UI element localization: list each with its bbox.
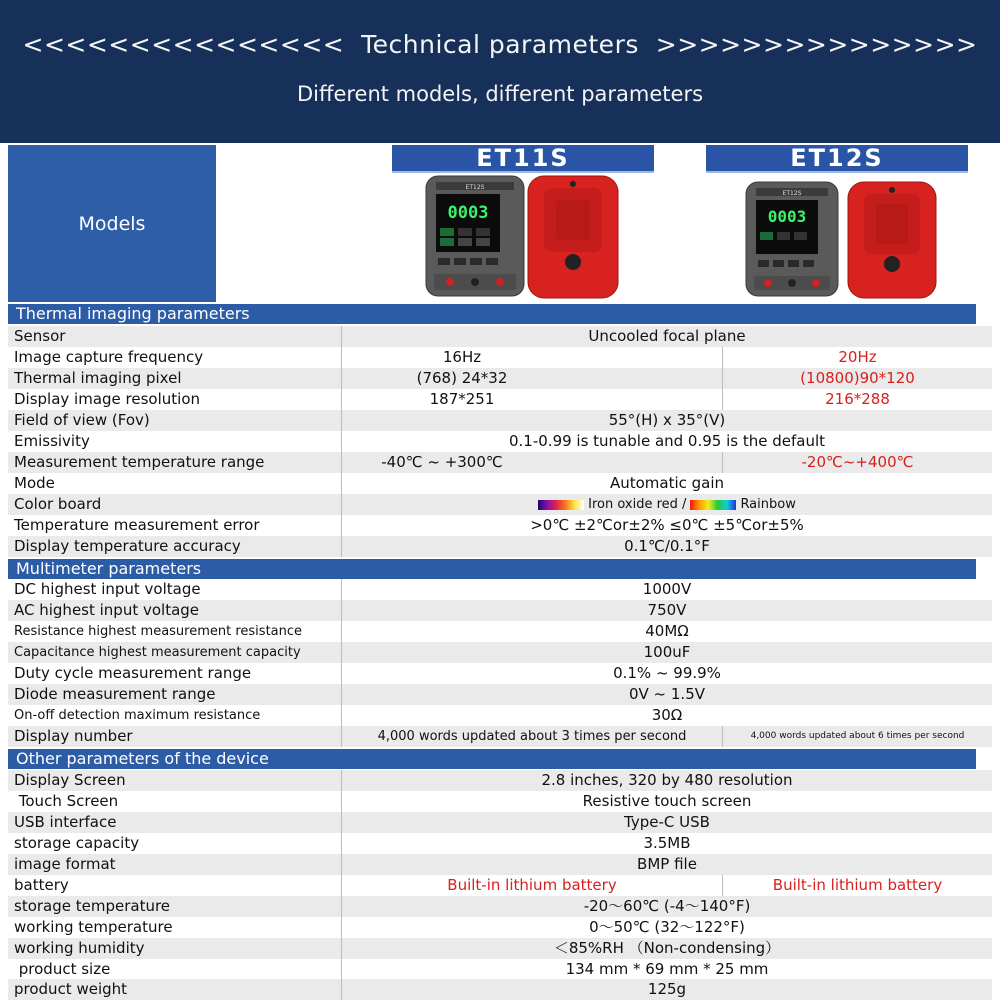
- row-storage-capacity: [8, 833, 992, 854]
- row-label: Temperature measurement error: [14, 516, 260, 534]
- header-banner: [0, 0, 1000, 143]
- row-value: 0～50℃ (32～122°F): [589, 918, 745, 936]
- row-label: AC highest input voltage: [14, 601, 200, 619]
- section-other-parameters: Other parameters of the device: [8, 749, 976, 769]
- model-name-et12s: ET12S: [706, 145, 968, 173]
- row-display-screen: [8, 770, 992, 791]
- row-color-board: [8, 494, 992, 515]
- iron-oxide-red-swatch: [538, 500, 584, 510]
- et12s-value: -20℃~+400℃: [801, 453, 914, 471]
- row-label: storage temperature: [14, 897, 171, 915]
- row-value: 750V: [647, 601, 687, 619]
- et12s-front-image: [744, 180, 840, 298]
- page-subtitle: Different models, different parameters: [296, 82, 704, 106]
- model-name-et11s: ET11S: [392, 145, 654, 173]
- et12s-value: (10800)90*120: [800, 369, 915, 387]
- row-label: product weight: [14, 980, 128, 998]
- row-ac-voltage: [8, 600, 992, 621]
- et11s-value: 4,000 words updated about 3 times per second: [377, 729, 687, 744]
- et11s-value: (768) 24*32: [416, 369, 508, 387]
- et11s-value: -40℃ ~ +300℃: [381, 453, 503, 471]
- iron-oxide-red-label: Iron oxide red /: [588, 497, 687, 512]
- row-field-of-view: [8, 410, 992, 431]
- et11s-front-brand: ET12S: [465, 184, 485, 191]
- row-product-weight: [8, 979, 992, 1000]
- row-image-format: [8, 854, 992, 875]
- row-sensor: [8, 326, 992, 347]
- rainbow-label: Rainbow: [740, 497, 796, 512]
- et11s-screen-reading: 0003: [447, 203, 489, 223]
- row-label: On-off detection maximum resistance: [14, 708, 261, 723]
- rainbow-swatch: [690, 500, 736, 510]
- row-capacitance: [8, 642, 992, 663]
- row-temperature-error: [8, 515, 992, 536]
- row-label: DC highest input voltage: [14, 580, 201, 598]
- row-label: image format: [14, 855, 116, 873]
- row-value: -20～60℃ (-4～140°F): [583, 897, 751, 915]
- et11s-value: 187*251: [429, 390, 495, 408]
- et11s-back-image: [526, 174, 620, 300]
- row-value: 125g: [647, 980, 687, 998]
- row-value: Resistive touch screen: [582, 792, 752, 810]
- row-label: Emissivity: [14, 432, 90, 450]
- row-value: 0.1℃/0.1°F: [624, 537, 710, 555]
- row-temperature-accuracy: [8, 536, 992, 557]
- row-value: BMP file: [637, 855, 697, 873]
- row-label: Image capture frequency: [14, 348, 204, 366]
- row-label: Color board: [14, 495, 102, 513]
- row-value: 30Ω: [651, 706, 683, 724]
- row-value: Uncooled focal plane: [588, 327, 746, 345]
- row-touch-screen: [8, 791, 992, 812]
- row-label: Measurement temperature range: [14, 453, 265, 471]
- row-working-humidity: [8, 938, 992, 959]
- row-storage-temperature: [8, 896, 992, 917]
- row-label: Display image resolution: [14, 390, 201, 408]
- et11s-value: Built-in lithium battery: [447, 876, 617, 894]
- color-board-value: [342, 494, 992, 515]
- et12s-value: 4,000 words updated about 6 times per second: [750, 731, 965, 741]
- et12s-value: Built-in lithium battery: [772, 876, 943, 894]
- row-on-off: [8, 705, 992, 726]
- row-label: Display number: [14, 727, 133, 745]
- row-value: Automatic gain: [609, 474, 725, 492]
- row-label: Touch Screen: [14, 792, 119, 810]
- et11s-front-image: [424, 174, 526, 298]
- row-working-temperature: [8, 917, 992, 938]
- models-label: Models: [8, 145, 216, 302]
- row-battery: [8, 875, 992, 896]
- row-label: battery: [14, 876, 69, 894]
- row-duty-cycle: [8, 663, 992, 684]
- row-value: 1000V: [642, 580, 692, 598]
- row-value: 40MΩ: [645, 622, 689, 640]
- row-label: working temperature: [14, 918, 173, 936]
- row-label: product size: [14, 960, 111, 978]
- row-label: Sensor: [14, 327, 66, 345]
- row-value: >0℃ ±2℃or±2% ≤0℃ ±5℃or±5%: [530, 516, 804, 534]
- et12s-value: 216*288: [825, 390, 890, 408]
- row-label: working humidity: [14, 939, 145, 957]
- row-value: 0.1% ~ 99.9%: [613, 664, 721, 682]
- section-thermal-imaging: Thermal imaging parameters: [8, 304, 976, 324]
- row-label: storage capacity: [14, 834, 140, 852]
- row-value: Type-C USB: [624, 813, 710, 831]
- row-value: 0.1-0.99 is tunable and 0.95 is the default: [508, 432, 826, 450]
- row-display-number: [8, 726, 992, 747]
- row-mode: [8, 473, 992, 494]
- page-title: <<<<<<<<<<<<<<< Technical parameters >>>>>>>>>>>>>>>: [22, 30, 978, 59]
- row-label: Diode measurement range: [14, 685, 216, 703]
- row-display-resolution: [8, 389, 992, 410]
- row-value: 100uF: [643, 643, 691, 661]
- row-label: Thermal imaging pixel: [14, 369, 182, 387]
- row-label: Duty cycle measurement range: [14, 664, 252, 682]
- section-multimeter: Multimeter parameters: [8, 559, 976, 579]
- row-value: 55°(H) x 35°(V): [608, 411, 726, 429]
- row-thermal-pixel: [8, 368, 992, 389]
- row-dc-voltage: [8, 579, 992, 600]
- row-label: Resistance highest measurement resistance: [14, 624, 303, 639]
- row-value: 134 mm * 69 mm * 25 mm: [565, 960, 769, 978]
- row-value: 2.8 inches, 320 by 480 resolution: [541, 771, 793, 789]
- row-capture-frequency: [8, 347, 992, 368]
- row-diode: [8, 684, 992, 705]
- row-value: 3.5MB: [643, 834, 691, 852]
- row-emissivity: [8, 431, 992, 452]
- row-usb-interface: [8, 812, 992, 833]
- et12s-back-image: [846, 180, 938, 300]
- row-product-size: [8, 959, 992, 980]
- et12s-screen-reading: 0003: [767, 207, 807, 226]
- row-label: Mode: [14, 474, 55, 492]
- row-label: Display Screen: [14, 771, 126, 789]
- row-label: Capacitance highest measurement capacity: [14, 645, 301, 660]
- et11s-value: 16Hz: [442, 348, 482, 366]
- row-temperature-range: [8, 452, 992, 473]
- row-label: Field of view (Fov): [14, 411, 150, 429]
- row-resistance: [8, 621, 992, 642]
- row-value: 0V ~ 1.5V: [628, 685, 706, 703]
- row-label: USB interface: [14, 813, 117, 831]
- row-label: Display temperature accuracy: [14, 537, 241, 555]
- row-value: ＜85%RH （Non-condensing）: [553, 939, 781, 957]
- et12s-front-brand: ET12S: [782, 190, 802, 197]
- et12s-value: 20Hz: [838, 348, 877, 366]
